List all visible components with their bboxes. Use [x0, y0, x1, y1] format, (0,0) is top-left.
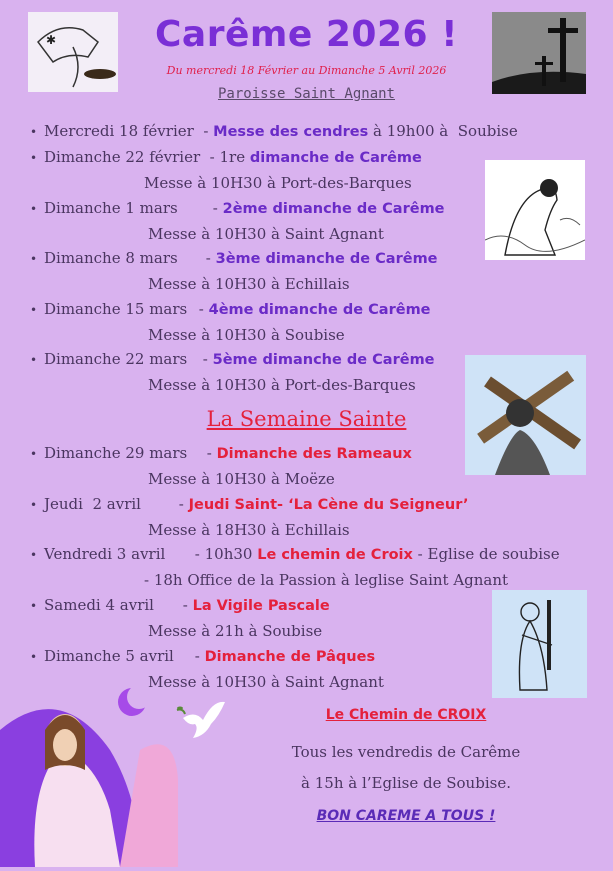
bullet: •	[30, 548, 38, 562]
mass-detail: Messe à 10H30 à Saint Agnant	[148, 225, 384, 243]
bullet: •	[30, 599, 38, 613]
mass-detail: Messe à 10H30 à Echillais	[148, 275, 350, 293]
bullet: •	[30, 650, 38, 664]
bullet: •	[30, 125, 38, 139]
way-of-cross-heading: Le Chemin de CROIX	[325, 707, 487, 723]
list-item: • Dimanche 15 mars - 4ème dimanche de Carême	[30, 300, 431, 318]
dove-icon	[175, 698, 230, 743]
way-of-cross-line-2: à 15h à l’Eglise de Soubise.	[301, 774, 511, 792]
list-item: • Dimanche 22 février - 1re dimanche de Carême	[30, 148, 422, 166]
mass-detail: Messe à 10H30 à Saint Agnant	[148, 673, 384, 691]
mass-detail: - 18h Office de la Passion à leglise Saint Agnant	[144, 571, 509, 589]
mass-detail: Messe à 10H30 à Soubise	[148, 326, 345, 344]
crescent-moon-icon	[115, 685, 149, 719]
mass-detail: Messe à 10H30 à Moëze	[148, 470, 335, 488]
bullet: •	[30, 303, 38, 317]
list-item: • Dimanche 22 mars - 5ème dimanche de Carême	[30, 350, 435, 368]
praying-jesus-image	[485, 160, 585, 260]
svg-text:✱: ✱	[46, 33, 57, 47]
list-item: • Vendredi 3 avril - 10h30 Le chemin de Croix - Eglise de soubise	[30, 545, 560, 563]
mass-detail: Messe à 10H30 à Port-des-Barques	[148, 376, 416, 394]
list-item: • Dimanche 8 mars - 3ème dimanche de Carême	[30, 249, 438, 267]
list-item: • Dimanche 5 avril - Dimanche de Pâques	[30, 647, 376, 665]
jesus-illustration	[0, 690, 180, 867]
bullet: •	[30, 498, 38, 512]
bullet: •	[30, 252, 38, 266]
bullet: •	[30, 353, 38, 367]
list-item: • Samedi 4 avril - La Vigile Pascale	[30, 596, 330, 614]
list-item: • Dimanche 29 mars - Dimanche des Rameaux	[30, 444, 412, 462]
way-of-cross-line-1: Tous les vendredis de Carême	[291, 743, 521, 761]
parish-name: Paroisse Saint Agnant	[217, 86, 395, 102]
lent-dates-subtitle: Du mercredi 18 Février au Dimanche 5 Avril 2026	[166, 64, 447, 77]
list-item: • Dimanche 1 mars - 2ème dimanche de Carême	[30, 199, 445, 217]
bullet: •	[30, 202, 38, 216]
risen-christ-sketch-image	[492, 590, 587, 698]
holy-week-heading: La Semaine Sainte	[206, 407, 407, 431]
page-title: Carême 2026 !	[155, 14, 458, 55]
mass-detail: Messe à 10H30 à Port-des-Barques	[144, 174, 412, 192]
bullet: •	[30, 151, 38, 165]
mass-detail: Messe à 18H30 à Echillais	[148, 521, 350, 539]
closing-message: BON CAREME A TOUS !	[316, 808, 496, 824]
bullet: •	[30, 447, 38, 461]
mass-detail: Messe à 21h à Soubise	[148, 622, 323, 640]
list-item: • Mercredi 18 février - Messe des cendres à 19h00 à Soubise	[30, 122, 518, 140]
list-item: • Jeudi 2 avril - Jeudi Saint- ‘La Cène du Seigneur’	[30, 495, 469, 513]
